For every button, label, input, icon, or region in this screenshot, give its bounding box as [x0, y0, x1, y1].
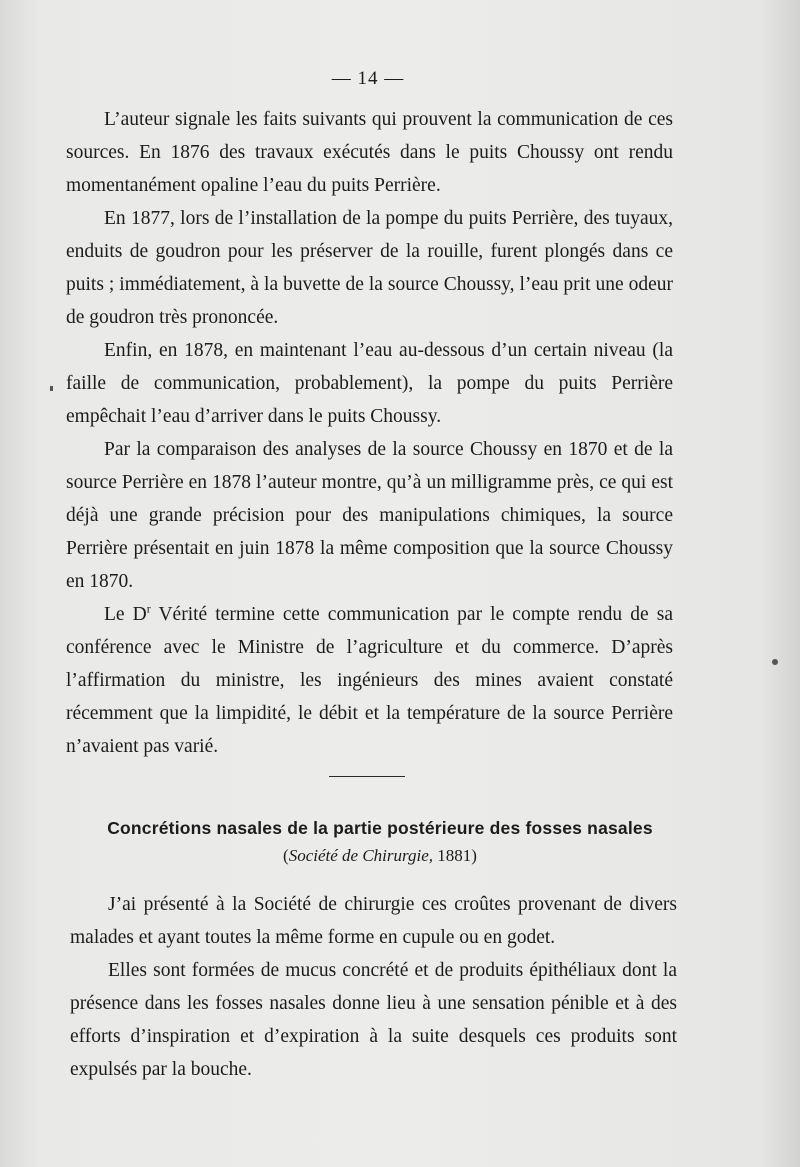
section-paragraph-2: Elles sont formées de mucus concrété et de produits épithéliaux dont la présence dans les fosses nasales donne lieu à une sensation pénible et à des efforts d’inspiration et d’expiration à la suite desquels ces produits sont expulsés par la bouche. [70, 960, 677, 1080]
section-text [70, 888, 677, 1086]
section-divider [329, 776, 405, 777]
subtitle-year: 1881) [433, 846, 477, 865]
paragraph-5 [66, 598, 673, 763]
paragraph-2: En 1877, lors de l’installation de la pompe du puits Perrière, des tuyaux, enduits de goudron pour les préserver de la rouille, furent plongés dans ce puits ; immédiatement, à la buvette de la source Choussy, l’eau prit une odeur de goudron très prononcée. [66, 208, 673, 328]
paragraph-5-superscript: r [146, 601, 151, 616]
page-number: — 14 — [331, 68, 405, 89]
margin-mark [50, 386, 53, 391]
paragraph-1: L’auteur signale les faits suivants qui prouvent la communication de ces sources. En 1876 des travaux exécutés dans le puits Choussy ont rendu momentanément opaline l’eau du puits Perrière. [66, 109, 673, 196]
main-text [66, 103, 673, 763]
paragraph-5-rest: Vérité termine cette communication par le compte rendu de sa conférence avec le Ministre de l’agriculture et du commerce. D’après l’affirmation du ministre, les ingénieurs des mines avaient constaté récemment que la limpidité, le débit et la température de la source Perrière n’avaient pas varié. [66, 604, 673, 757]
paragraph-4: Par la comparaison des analyses de la source Choussy en 1870 et de la source Perrière en 1878 l’auteur montre, qu’à un milligramme près, ce qui est déjà une grande précision pour des manipulations chimiques, la source Perrière présentait en juin 1878 la même composition que la source Choussy en 1870. [66, 439, 673, 592]
ink-spot [772, 659, 778, 665]
paragraph-5-start: Le D [104, 604, 147, 625]
section-subtitle [60, 846, 700, 866]
section-paragraph-1: J’ai présenté à la Société de chirurgie ces croûtes provenant de divers malades et ayant toutes la même forme en cupule ou en godet. [70, 894, 677, 948]
section-title: Concrétions nasales de la partie postérieure des fosses nasales [107, 818, 653, 838]
subtitle-society: Société de Chirurgie, [288, 846, 434, 865]
subtitle-open-paren: ( [283, 846, 289, 865]
paragraph-3: Enfin, en 1878, en maintenant l’eau au-dessous d’un certain niveau (la faille de communication, probablement), la pompe du puits Perrière empêchait l’eau d’arriver dans le puits Choussy. [66, 340, 673, 427]
